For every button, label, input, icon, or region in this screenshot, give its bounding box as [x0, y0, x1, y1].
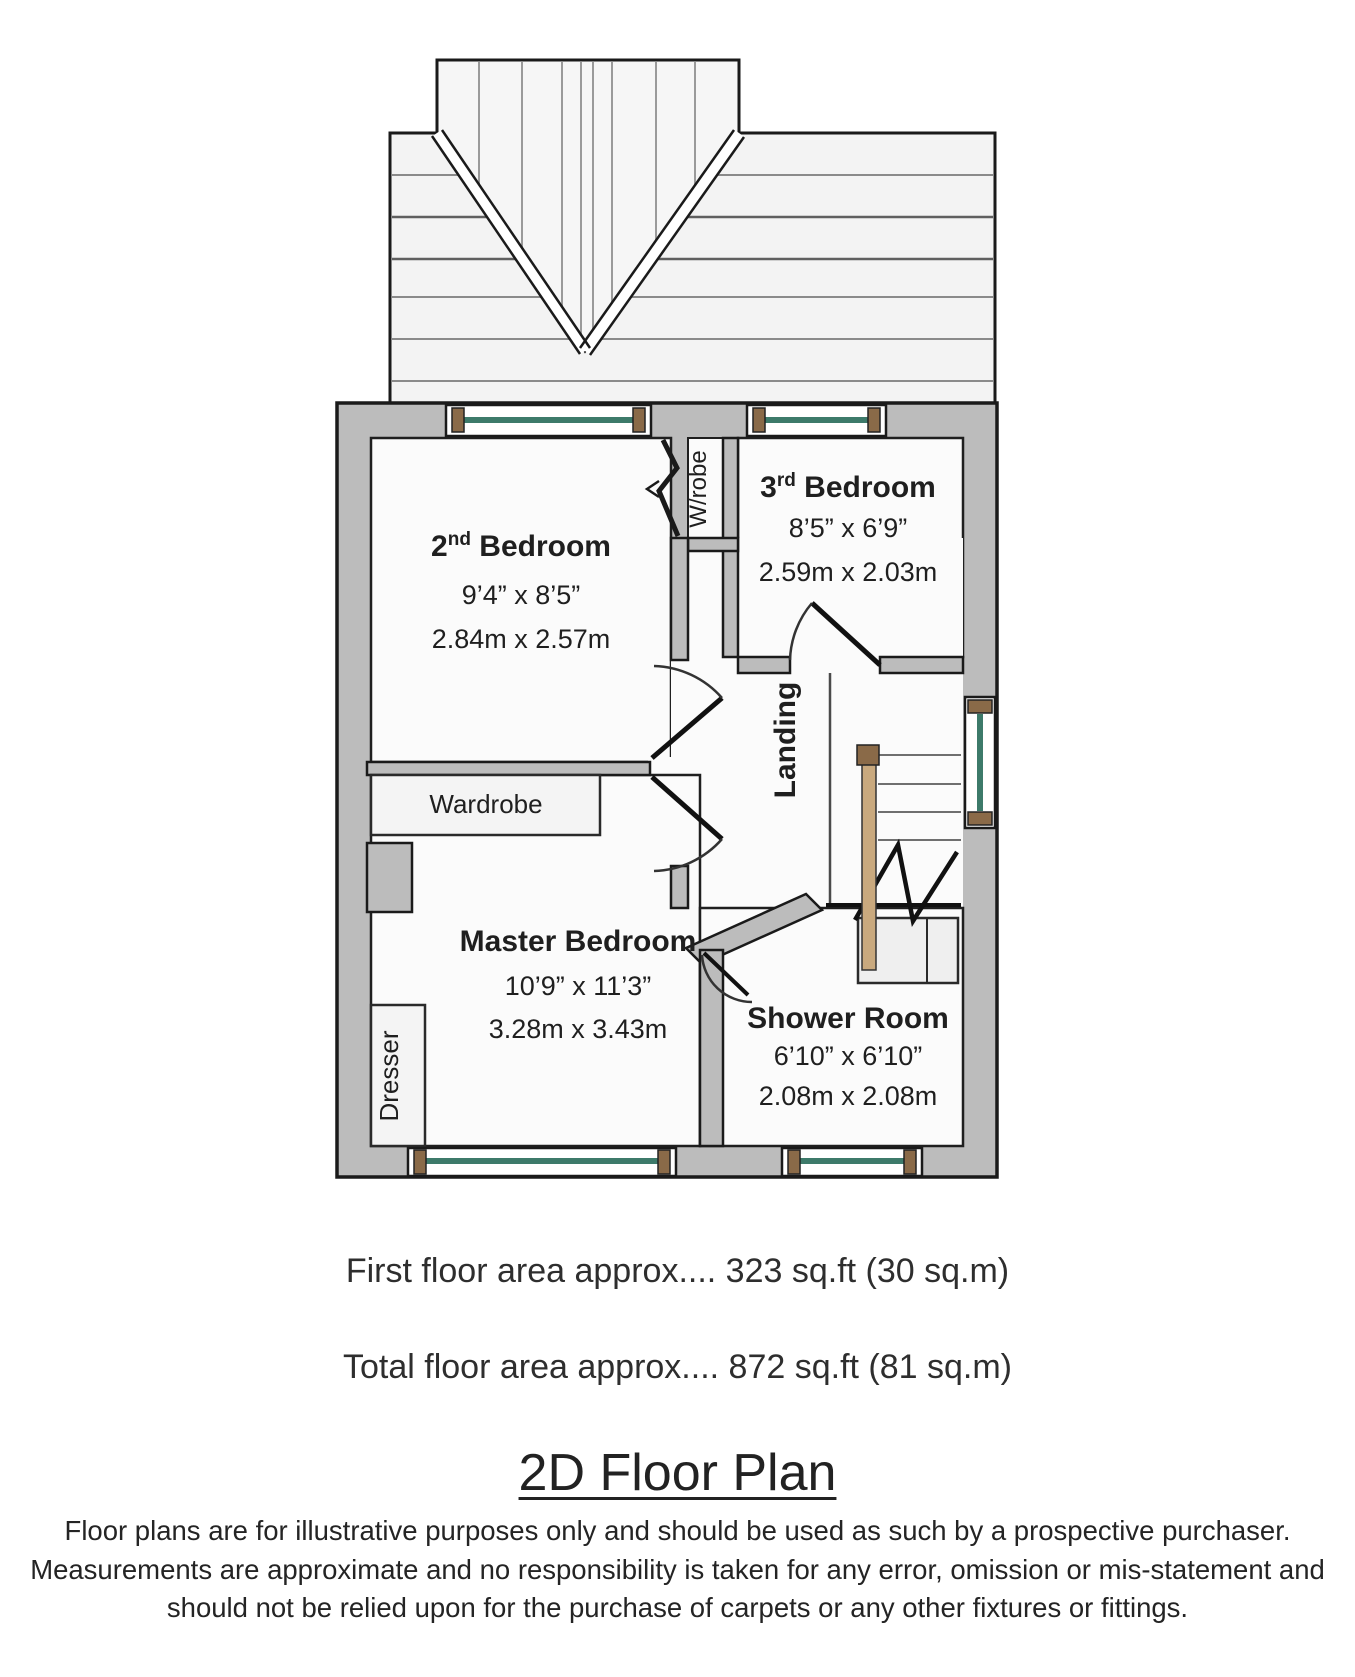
landing-label: Landing — [769, 681, 802, 799]
master-bedroom-metric: 3.28m x 3.43m — [488, 1014, 668, 1044]
disclaimer-line-2: Measurements are approximate and no responsibility is taken for any error, omission or mis-statement and — [30, 1553, 1325, 1585]
dresser-label: Dresser — [374, 1030, 404, 1122]
first-floor-plan — [337, 403, 997, 1177]
disclaimer-line-1: Floor plans are for illustrative purposes only and should be used as such by a prospective purchaser. — [64, 1515, 1291, 1546]
shower-room-title: Shower Room — [747, 1002, 949, 1035]
first-floor-area-text: First floor area approx.... 323 sq.ft (30 sq.m) — [345, 1252, 1010, 1290]
disclaimer-text — [0, 1512, 1355, 1628]
window-shower-room — [782, 1148, 922, 1176]
master-bedroom-title: Master Bedroom — [459, 925, 697, 958]
third-bedroom-imperial: 8’5” x 6’9” — [788, 513, 908, 543]
window-second-bedroom — [446, 405, 651, 436]
master-bedroom-imperial: 10’9” x 11’3” — [504, 971, 652, 1001]
chimney-breast — [367, 843, 412, 912]
stair-handrail — [862, 750, 876, 970]
wrobe-label: W/robe — [685, 450, 712, 528]
wall-second-bedroom-bottom — [367, 762, 650, 775]
wardrobe-label: Wardrobe — [429, 789, 543, 819]
wall-third-bedroom-bottom-left — [738, 657, 790, 673]
second-bedroom-imperial: 9’4” x 8’5” — [461, 580, 581, 610]
stair-newel-post — [857, 745, 879, 765]
second-bedroom-title: 2nd Bedroom — [431, 529, 611, 563]
wall-shower-left — [700, 950, 723, 1146]
total-floor-area-text: Total floor area approx.... 872 sq.ft (81 sq.m) — [343, 1348, 1012, 1386]
wall-second-bedroom-right — [671, 538, 688, 660]
disclaimer-line-3: should not be relied upon for the purchase of carpets or any other fixtures or fittings. — [166, 1592, 1189, 1623]
window-master-bedroom — [408, 1148, 676, 1176]
third-bedroom-title: 3rd Bedroom — [760, 470, 936, 504]
wall-third-bedroom-bottom-right — [880, 657, 963, 673]
page-title: 2D Floor Plan — [518, 1444, 837, 1502]
third-bedroom-metric: 2.59m x 2.03m — [758, 557, 938, 587]
window-landing-side — [965, 697, 995, 828]
landing-floor — [671, 538, 963, 908]
window-third-bedroom — [747, 405, 886, 436]
shower-room-metric: 2.08m x 2.08m — [758, 1081, 938, 1111]
shower-room-imperial: 6’10” x 6’10” — [773, 1041, 923, 1071]
roof — [390, 60, 995, 403]
wall-wrobe-bottom — [688, 538, 738, 551]
wall-landing-stub — [671, 866, 688, 908]
second-bedroom-metric: 2.84m x 2.57m — [431, 624, 611, 654]
